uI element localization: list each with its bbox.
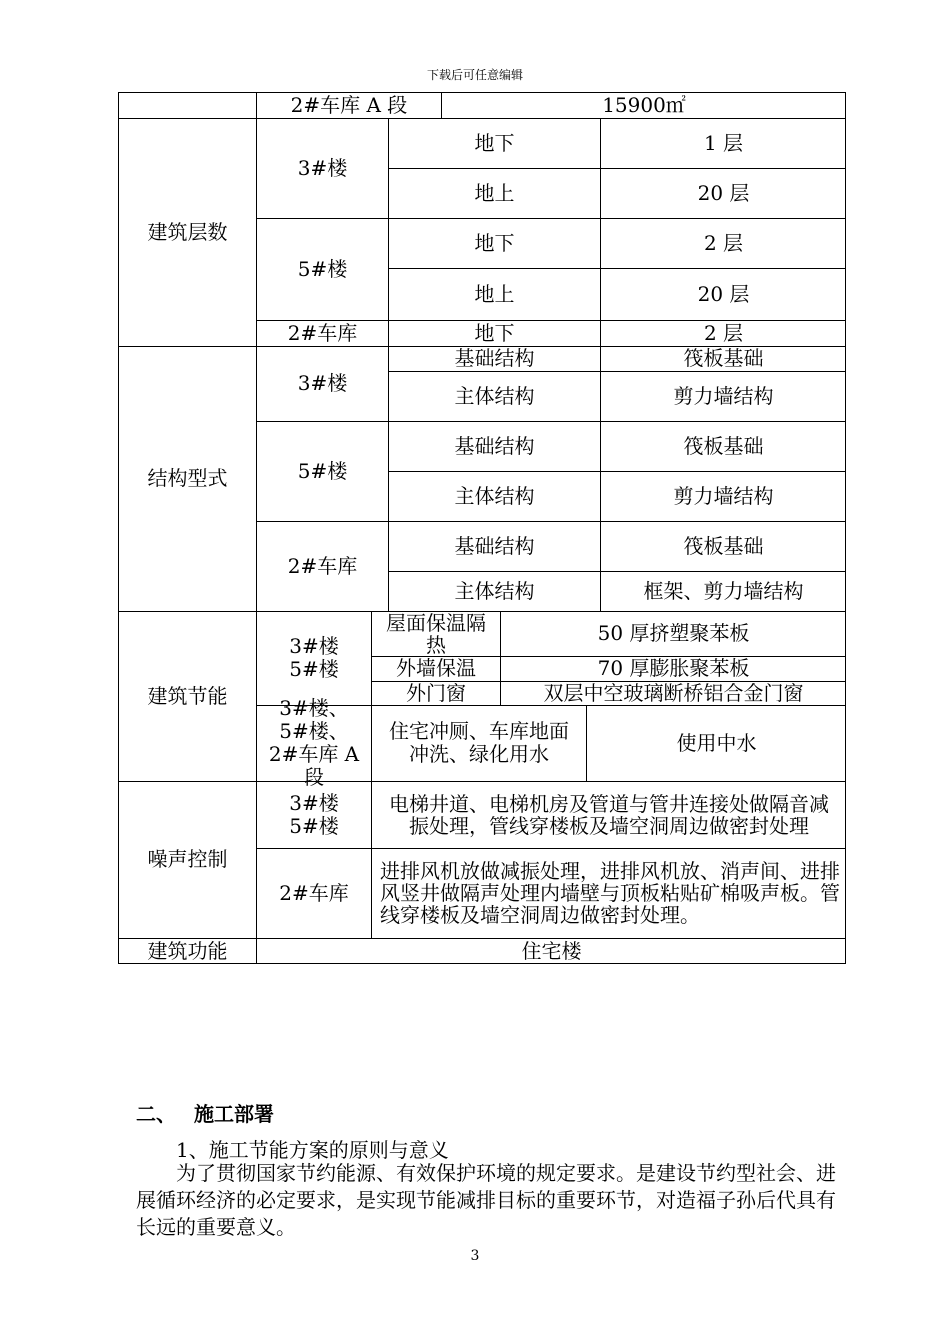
structure-g2-main-value: 框架、剪力墙结构: [643, 578, 804, 603]
garage-a-label: 2#车库 A 段: [290, 92, 408, 117]
floors-b5-under-label: 地下: [474, 230, 515, 255]
energy-window-value: 双层中空玻璃断桥铝合金门窗: [543, 680, 804, 705]
floors-g2-under-value: 2 层: [703, 320, 744, 345]
floors-b3-above-value: 20 层: [697, 180, 750, 205]
structure-category: 结构型式: [147, 466, 228, 490]
energy-building-3: 3#楼: [289, 634, 339, 658]
structure-building-3: 3#楼: [297, 371, 348, 395]
page-number: 3: [470, 1248, 480, 1264]
structure-b5-main-value: 剪力墙结构: [673, 483, 774, 508]
energy-water-buildings: 3#楼、5#楼、2#车库 A 段: [268, 696, 360, 789]
energy-window-label: 外门窗: [406, 680, 466, 705]
structure-b3-foundation-value: 筏板基础: [683, 346, 764, 370]
floors-garage-2: 2#车库: [287, 320, 358, 345]
noise-garage-2: 2#车库: [279, 880, 349, 905]
noise-g2-text: 进排风机放做减振处理，进排风机放、消声间、进排风竖井做隔声处理内墙壁与顶板粘贴矿棉吸声板。管线穿楼板及墙空洞周边做密封处理。: [380, 859, 840, 927]
structure-g2-foundation-value: 筏板基础: [683, 533, 764, 558]
section-number: 二、: [136, 1102, 176, 1126]
section-paragraph: 为了贯彻国家节约能源、有效保护环境的规定要求。是建设节约型社会、进展循环经济的必定要求，是实现节能减排目标的重要环节，对造福子孙后代具有长远的重要意义。: [136, 1161, 836, 1239]
section-title: 施工部署: [194, 1102, 274, 1126]
structure-b5-foundation-label: 基础结构: [454, 433, 535, 458]
section-heading: [136, 1098, 274, 1127]
noise-category: 噪声控制: [147, 847, 228, 871]
page-header: 下载后可任意编辑: [426, 68, 523, 82]
structure-b3-main-label: 主体结构: [454, 383, 535, 408]
floors-b3-under-value: 1 层: [703, 130, 744, 155]
energy-category: 建筑节能: [147, 683, 228, 708]
floors-b5-above-value: 20 层: [697, 281, 750, 306]
noise-buildings-3-5: [257, 781, 371, 848]
floors-b5-under-value: 2 层: [703, 230, 744, 255]
floors-building-5: 5#楼: [297, 256, 348, 281]
structure-b3-foundation-label: 基础结构: [454, 346, 535, 370]
energy-water-value: 使用中水: [676, 730, 757, 755]
structure-b3-main-value: 剪力墙结构: [673, 383, 774, 408]
energy-building-5: 5#楼: [289, 657, 339, 681]
energy-roof-label: 屋面保温隔热: [386, 610, 486, 657]
energy-water-label: 住宅冲厕、车库地面冲洗、绿化用水: [389, 719, 569, 766]
energy-wall-value: 70 厚膨胀聚苯板: [597, 656, 750, 680]
energy-roof-value: 50 厚挤塑聚苯板: [597, 621, 750, 645]
floors-b5-above-label: 地上: [474, 281, 515, 306]
floors-b3-under-label: 地下: [474, 130, 515, 155]
garage-a-area: 15900㎡: [602, 92, 686, 117]
floors-building-3: 3#楼: [297, 155, 348, 180]
structure-b5-foundation-value: 筏板基础: [683, 433, 764, 458]
structure-g2-main-label: 主体结构: [454, 578, 535, 603]
noise-building-3: 3#楼: [289, 790, 339, 815]
function-value: 住宅楼: [521, 938, 582, 963]
structure-g2-foundation-label: 基础结构: [454, 533, 535, 558]
structure-garage-2: 2#车库: [287, 553, 358, 578]
floors-category: 建筑层数: [147, 219, 228, 244]
function-category: 建筑功能: [147, 938, 228, 963]
floors-b3-above-label: 地上: [474, 180, 515, 205]
energy-wall-label: 外墙保温: [396, 656, 476, 680]
energy-buildings-3-5: [257, 611, 371, 705]
noise-building-5: 5#楼: [289, 813, 339, 838]
structure-building-5: 5#楼: [297, 458, 348, 483]
section-subheading: 1、施工节能方案的原则与意义: [176, 1138, 449, 1162]
structure-b5-main-label: 主体结构: [454, 483, 535, 508]
floors-g2-under-label: 地下: [474, 320, 515, 345]
noise-b35-text: 电梯井道、电梯机房及管道与管井连接处做隔音减振处理，管线穿楼板及墙空洞周边做密封处理: [389, 791, 829, 838]
